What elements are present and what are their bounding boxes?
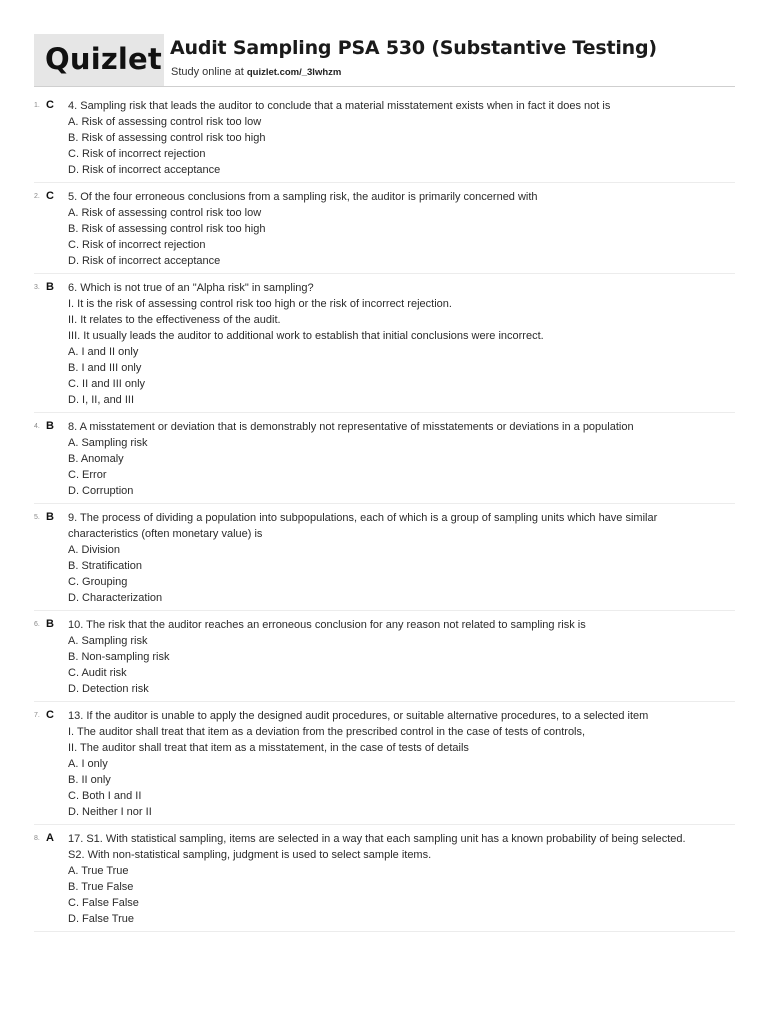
question-body xyxy=(68,708,735,820)
question-line: B. II only xyxy=(68,774,111,786)
question-body xyxy=(68,831,735,927)
question-line: B. Anomaly xyxy=(68,453,124,465)
question-line: A. Division xyxy=(68,544,120,556)
question-item xyxy=(34,96,735,183)
question-line: C. Grouping xyxy=(68,576,128,588)
question-line: D. False True xyxy=(68,913,135,925)
question-body xyxy=(68,419,735,499)
question-item xyxy=(34,187,735,274)
quizlet-logo xyxy=(34,34,164,86)
question-line: characteristics (often monetary value) is xyxy=(68,528,263,540)
question-text: 4. Sampling risk that leads the auditor to conclude that a material misstatement exists when in fact it does not is xyxy=(68,100,611,112)
answer-key: A xyxy=(46,832,54,844)
answer-key: C xyxy=(46,190,54,202)
question-item xyxy=(34,615,735,702)
question-body xyxy=(68,189,735,269)
question-line: C. II and III only xyxy=(68,378,146,390)
question-text: 5. Of the four erroneous conclusions from a sampling risk, the auditor is primarily concerned with xyxy=(68,191,538,203)
question-line: B. Risk of assessing control risk too high xyxy=(68,223,266,235)
question-number: 2. xyxy=(34,193,40,200)
question-line: A. I only xyxy=(68,758,108,770)
question-line: D. Detection risk xyxy=(68,683,149,695)
question-line: B. Stratification xyxy=(68,560,142,572)
question-number: 5. xyxy=(34,514,40,521)
document-header xyxy=(34,34,735,87)
question-line: C. Error xyxy=(68,469,107,481)
question-line: II. It relates to the effectiveness of the audit. xyxy=(68,314,281,326)
question-number: 4. xyxy=(34,423,40,430)
question-line: II. The auditor shall treat that item as a misstatement, in the case of tests of details xyxy=(68,742,469,754)
question-number: 8. xyxy=(34,835,40,842)
question-text: 10. The risk that the auditor reaches an erroneous conclusion for any reason not related to sampling risk is xyxy=(68,619,586,631)
question-line: C. Risk of incorrect rejection xyxy=(68,239,206,251)
question-line: C. Risk of incorrect rejection xyxy=(68,148,206,160)
question-line: S2. With non-statistical sampling, judgment is used to select sample items. xyxy=(68,849,432,861)
question-number: 1. xyxy=(34,102,40,109)
question-line: D. Corruption xyxy=(68,485,134,497)
question-number: 6. xyxy=(34,621,40,628)
logo-text: Quizlet xyxy=(45,42,162,76)
question-line: D. I, II, and III xyxy=(68,394,135,406)
question-item xyxy=(34,706,735,825)
answer-key: C xyxy=(46,99,54,111)
question-line: A. True True xyxy=(68,865,129,877)
question-item xyxy=(34,417,735,504)
question-item xyxy=(34,508,735,611)
question-line: B. I and III only xyxy=(68,362,142,374)
question-line: I. It is the risk of assessing control risk too high or the risk of incorrect rejection. xyxy=(68,298,452,310)
question-text: 13. If the auditor is unable to apply the designed audit procedures, or suitable alternative procedures, to a selected item xyxy=(68,710,649,722)
answer-key: B xyxy=(46,420,54,432)
question-body xyxy=(68,98,735,178)
study-prefix: Study online at xyxy=(171,66,244,78)
question-item xyxy=(34,278,735,413)
question-line: III. It usually leads the auditor to additional work to establish that initial conclusions were incorrect. xyxy=(68,330,544,342)
question-line: A. Risk of assessing control risk too low xyxy=(68,116,262,128)
question-number: 7. xyxy=(34,712,40,719)
question-body xyxy=(68,510,735,606)
answer-key: C xyxy=(46,709,54,721)
question-body xyxy=(68,280,735,408)
question-line: B. Non-sampling risk xyxy=(68,651,170,663)
question-line: D. Risk of incorrect acceptance xyxy=(68,164,221,176)
question-text: 9. The process of dividing a population into subpopulations, each of which is a group of sampling units which have similar xyxy=(68,512,658,524)
question-line: C. Both I and II xyxy=(68,790,142,802)
question-line: A. Sampling risk xyxy=(68,635,148,647)
question-line: A. I and II only xyxy=(68,346,139,358)
study-online-line xyxy=(171,66,341,78)
answer-key: B xyxy=(46,511,54,523)
question-number: 3. xyxy=(34,284,40,291)
page-title: Audit Sampling PSA 530 (Substantive Testing) xyxy=(170,37,657,59)
question-body xyxy=(68,617,735,697)
question-line: A. Sampling risk xyxy=(68,437,148,449)
question-line: D. Neither I nor II xyxy=(68,806,152,818)
question-line: D. Characterization xyxy=(68,592,163,604)
question-line: D. Risk of incorrect acceptance xyxy=(68,255,221,267)
question-line: C. Audit risk xyxy=(68,667,127,679)
question-text: 6. Which is not true of an "Alpha risk" in sampling? xyxy=(68,282,314,294)
question-text: 17. S1. With statistical sampling, items are selected in a way that each sampling unit has a known probability of being selected. xyxy=(68,833,686,845)
question-text: 8. A misstatement or deviation that is demonstrably not representative of misstatements or deviations in a population xyxy=(68,421,634,433)
question-line: A. Risk of assessing control risk too low xyxy=(68,207,262,219)
study-link[interactable]: quizlet.com/_3lwhzm xyxy=(246,67,342,78)
question-line: I. The auditor shall treat that item as a deviation from the prescribed control in the case of tests of controls, xyxy=(68,726,586,738)
answer-key: B xyxy=(46,281,54,293)
question-item xyxy=(34,829,735,932)
question-list xyxy=(34,96,735,936)
question-line: C. False False xyxy=(68,897,139,909)
question-line: B. Risk of assessing control risk too high xyxy=(68,132,266,144)
answer-key: B xyxy=(46,618,54,630)
question-line: B. True False xyxy=(68,881,134,893)
